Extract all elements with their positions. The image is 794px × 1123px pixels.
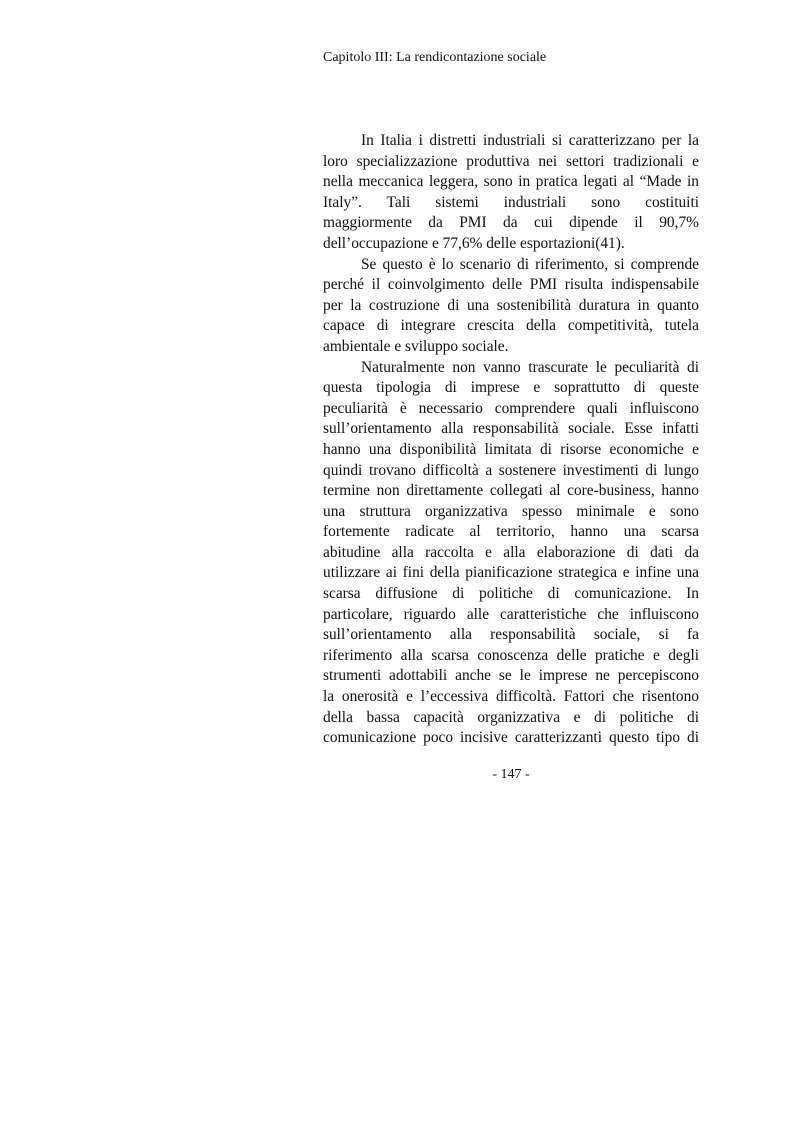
text-line: una struttura organizzativa spesso minimale e sono <box>323 502 699 520</box>
text-line: della bassa capacità organizzativa e di politiche di <box>323 708 699 726</box>
text-line: strumenti adottabili anche se le imprese ne percepiscono <box>323 667 699 685</box>
text-line: per la costruzione di una sostenibilità duratura in quanto <box>323 296 699 314</box>
text-line: Se questo è lo scenario di riferimento, si comprende <box>361 255 699 273</box>
text-line: comunicazione poco incisive caratterizzanti questo tipo di <box>323 729 699 747</box>
text-line: la onerosità e l’eccessiva difficoltà. Fattori che risentono <box>323 688 699 706</box>
text-line: utilizzare ai fini della pianificazione strategica e infine una <box>323 564 699 582</box>
text-line: fortemente radicate al territorio, hanno una scarsa <box>323 523 699 541</box>
text-line: riferimento alla scarsa conoscenza delle pratiche e degli <box>323 646 699 664</box>
text-line: In Italia i distretti industriali si caratterizzano per la <box>361 132 699 149</box>
text-line: Italy”. Tali sistemi industriali sono costituiti <box>323 193 699 211</box>
text-line: abitudine alla raccolta e alla elaborazione di dati da <box>323 543 699 561</box>
text-line: termine non direttamente collegati al core-business, hanno <box>323 482 699 500</box>
text-line: scarsa diffusione di politiche di comunicazione. In <box>323 585 699 603</box>
text-line: Naturalmente non vanno trascurate le peculiarità di <box>361 358 699 376</box>
text-line: maggiormente da PMI da cui dipende il 90,7% <box>323 214 699 232</box>
paragraph-3 <box>323 358 699 749</box>
text-line: perché il coinvolgimento delle PMI risulta indispensabile <box>323 276 699 294</box>
text-line: nella meccanica leggera, sono in pratica legati al “Made in <box>323 173 699 191</box>
text-line: hanno una disponibilità limitata di risorse economiche e <box>323 440 699 458</box>
text-line: particolare, riguardo alle caratteristiche che influiscono <box>323 605 699 623</box>
body-text <box>323 131 699 749</box>
text-line: quindi trovano difficoltà a sostenere investimenti di lungo <box>323 461 699 479</box>
running-header <box>323 48 546 68</box>
text-line: questa tipologia di imprese e soprattutto di queste <box>323 379 699 397</box>
chapter-title: Capitolo III: La rendicontazione sociale <box>323 50 547 65</box>
text-line: peculiarità è necessario comprendere quali influiscono <box>323 399 699 417</box>
text-line: capace di integrare crescita della competitività, tutela <box>323 317 699 335</box>
text-line: sull’orientamento alla responsabilità sociale, si fa <box>323 626 699 644</box>
text-line: ambientale e sviluppo sociale. <box>323 337 509 355</box>
text-line: loro specializzazione produttiva nei settori tradizionali e <box>323 152 699 170</box>
paragraph-1 <box>323 131 699 255</box>
text-line: sull’orientamento alla responsabilità sociale. Esse infatti <box>323 420 699 438</box>
paragraph-2 <box>323 255 699 358</box>
text-line: dell’occupazione e 77,6% delle esportazioni(41). <box>323 234 625 252</box>
page-number: - 147 - <box>492 767 530 782</box>
